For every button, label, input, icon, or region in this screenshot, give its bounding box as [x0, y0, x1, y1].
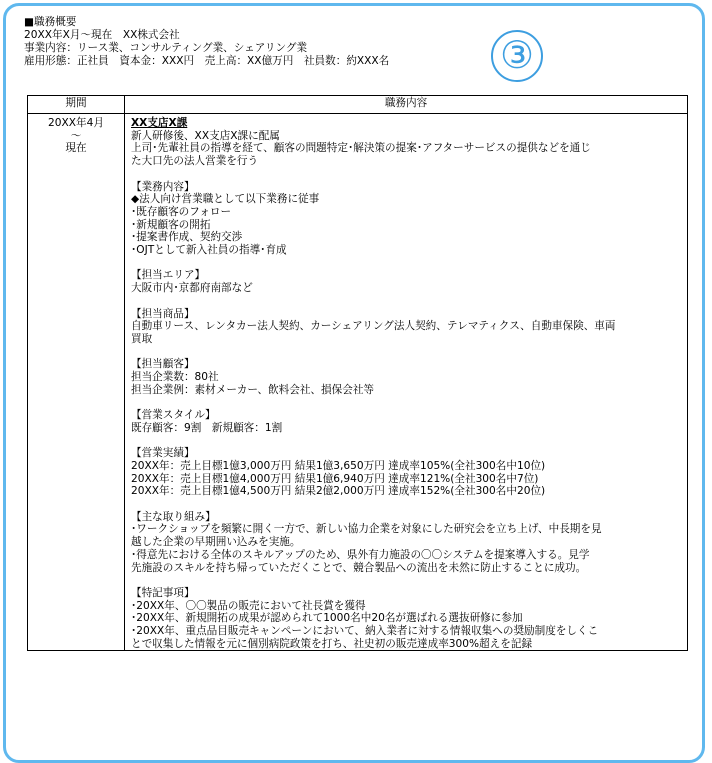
section-title: 【業務内容】 — [131, 180, 195, 193]
section-line: 20XX年：売上目標1億4,500万円 結果2億2,000万円 達成率152%(全社300名中20位) — [131, 485, 546, 498]
section-title: 【主な取り組み】 — [131, 510, 216, 523]
section-area — [131, 269, 681, 294]
period-column-header: 期間 — [28, 96, 125, 114]
section-line: 既存顧客：9割 新規顧客：1割 — [131, 421, 283, 434]
section-line: 買取 — [131, 332, 153, 345]
business-description: 事業内容：リース業、コンサルティング業、シェアリング業 — [24, 42, 308, 54]
section-sales-style — [131, 409, 681, 434]
section-title: 【担当顧客】 — [131, 358, 195, 371]
document-page — [24, 16, 692, 650]
section-line: ･得意先における全体のスキルアップのため、県外有力施設の〇〇システムを提案導入する。見学 — [131, 548, 590, 561]
section-line: ･20XX年、重点品目販売キャンペーンにおいて、納入業者に対する情報収集への奨励制度をしくこ — [131, 625, 599, 637]
section-title: 【営業実績】 — [131, 447, 195, 460]
section-title: 【担当商品】 — [131, 307, 195, 320]
table-header-row — [28, 96, 688, 114]
section-line: 担当企業数：80社 — [131, 371, 219, 383]
section-title: 【担当エリア】 — [131, 269, 206, 282]
section-line: 先施設のスキルを持ち帰っていただくことで、競合製品への流出を未然に防止することに成功。 — [131, 561, 587, 574]
section-line: 20XX年：売上目標1億4,000万円 結果1億6,940万円 達成率121%(全社300名中7位) — [131, 472, 539, 485]
period-end: 現在 — [65, 142, 87, 155]
section-title: 【営業スタイル】 — [131, 409, 216, 422]
section-line: ･OJTとして新入社員の指導･育成 — [131, 244, 287, 257]
step-number-badge: ③ — [491, 30, 543, 82]
section-title: ■職務概要 — [24, 16, 77, 28]
section-line: ◆法人向け営業職として以下業務に従事 — [131, 193, 320, 206]
intro-line: 新人研修後、XX支店X課に配属 — [131, 129, 280, 142]
intro-line: た大口先の法人営業を行う — [131, 155, 259, 168]
section-results — [131, 447, 681, 498]
content-cell — [125, 114, 688, 651]
content-column-header: 職務内容 — [125, 96, 688, 114]
section-line: ･既存顧客のフォロー — [131, 205, 232, 218]
section-line: 担当企業例：素材メーカー、飲料会社、損保会社等 — [131, 383, 375, 396]
branch-name: XX支店X課 — [131, 117, 188, 129]
section-line: 自動車リース、レンタカー法人契約、カーシェアリング法人契約、テレマティクス、自動車保険、車両 — [131, 320, 616, 333]
section-line: ･20XX年、〇〇製品の販売において社長賞を獲得 — [131, 599, 366, 612]
employment-period-company: 20XX年X月～現在 XX株式会社 — [24, 29, 180, 41]
section-line: ･提案書作成、契約交渉 — [131, 231, 243, 244]
section-business — [131, 181, 681, 257]
period-separator: ～ — [70, 129, 82, 142]
table-row — [28, 114, 688, 651]
section-line: 大阪市内･京都府南部など — [131, 282, 253, 295]
section-line: とで収集した情報を元に個別病院政策を打ち、社史初の販売達成率300%超えを記録 — [131, 637, 533, 650]
job-history-table — [27, 95, 688, 651]
intro-line: 上司･先輩社員の指導を経て、顧客の問題特定･解決策の提案･アフターサービスの提供などを通じ — [131, 142, 591, 155]
section-title: 【特記事項】 — [131, 586, 195, 599]
section-line: ･新規顧客の開拓 — [131, 218, 211, 231]
section-products — [131, 308, 681, 346]
employment-details: 雇用形態：正社員 資本金：XXX円 売上高：XX億万円 社員数：約XXX名 — [24, 55, 390, 67]
section-line: ･ワークショップを頻繁に開く一方で、新しい協力企業を対象にした研究会を立ち上げ、中長期を見 — [131, 523, 602, 536]
section-line: 20XX年：売上目標1億3,000万円 結果1億3,650万円 達成率105%(全社300名中10位) — [131, 459, 546, 472]
section-line: ･20XX年、新規開拓の成果が認められて1000名中20名が選ばれる選抜研修に参加 — [131, 612, 523, 625]
period-start: 20XX年4月 — [48, 117, 104, 129]
section-line: 越した企業の早期囲い込みを実施。 — [131, 536, 301, 549]
section-customers — [131, 358, 681, 396]
document-frame — [3, 3, 705, 763]
section-notes — [131, 587, 681, 651]
period-cell — [28, 114, 125, 651]
section-initiatives — [131, 511, 681, 575]
